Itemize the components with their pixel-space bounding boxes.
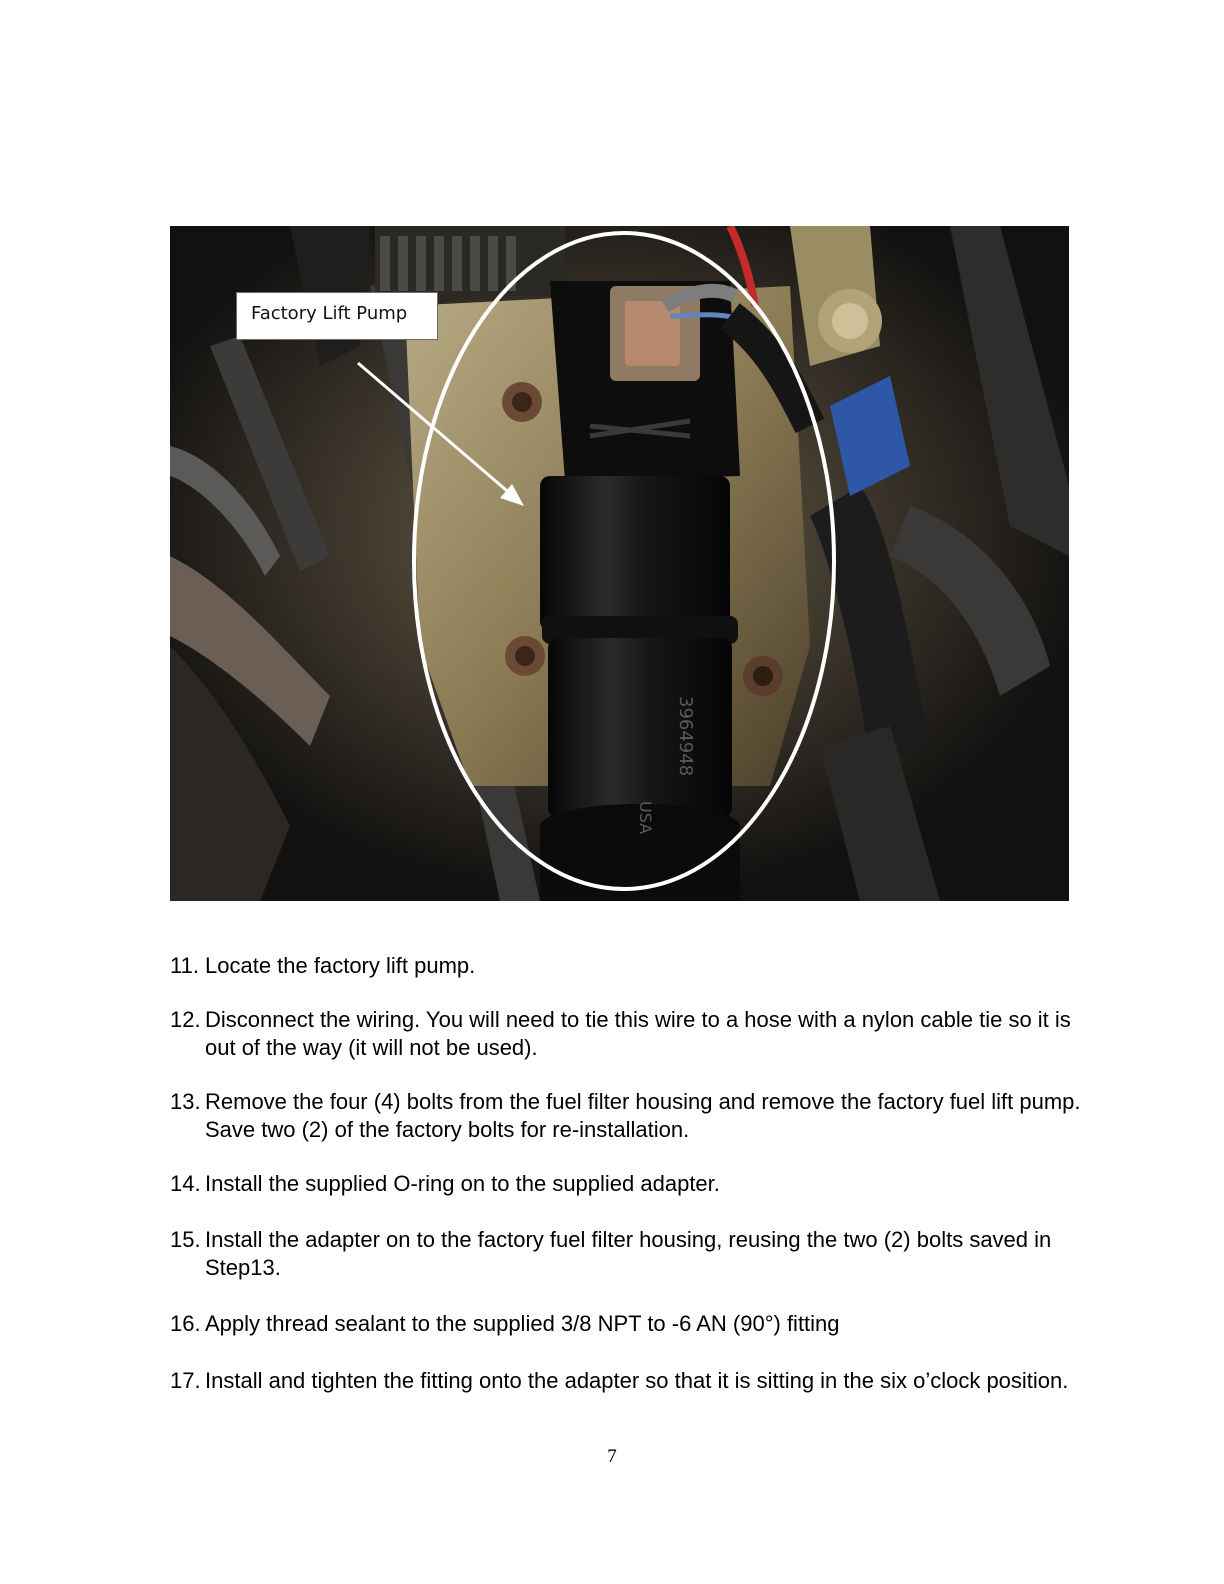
step-16 xyxy=(170,1310,1090,1338)
pump-part-number-marking: 3964948 xyxy=(675,696,696,777)
step-text: Install the adapter on to the factory fuel filter housing, reusing the two (2) bolts saved in Step13. xyxy=(205,1227,1052,1280)
engine-bay-photo xyxy=(170,226,1069,901)
callout-label: Factory Lift Pump xyxy=(236,292,438,340)
step-text: Install and tighten the fitting onto the adapter so that it is sitting in the six o’clock position. xyxy=(205,1368,1069,1393)
step-number: 17. xyxy=(170,1368,201,1393)
step-number: 12. xyxy=(170,1007,201,1032)
step-text: Apply thread sealant to the supplied 3/8 NPT to -6 AN (90°) fitting xyxy=(205,1311,840,1336)
step-text: Remove the four (4) bolts from the fuel filter housing and remove the factory fuel lift pump. Save two (2) of the factory bolts for re-installation. xyxy=(205,1089,1081,1142)
pump-origin-marking: USA xyxy=(636,801,655,835)
step-text: Locate the factory lift pump. xyxy=(205,953,476,978)
page-number: 7 xyxy=(607,1446,617,1467)
step-text: Disconnect the wiring. You will need to tie this wire to a hose with a nylon cable tie so it is out of the way (it will not be used). xyxy=(205,1007,1071,1060)
step-number: 15. xyxy=(170,1227,201,1252)
step-11 xyxy=(170,952,1090,980)
step-number: 14. xyxy=(170,1171,201,1196)
step-number: 13. xyxy=(170,1089,201,1114)
step-17 xyxy=(170,1367,1090,1395)
step-text: Install the supplied O-ring on to the supplied adapter. xyxy=(205,1171,720,1196)
step-12 xyxy=(170,1006,1090,1062)
step-number: 16. xyxy=(170,1311,201,1336)
step-15 xyxy=(170,1226,1090,1282)
step-number: 11. xyxy=(170,953,199,978)
instruction-steps xyxy=(170,952,1090,1395)
step-13 xyxy=(170,1088,1090,1144)
step-14 xyxy=(170,1170,1090,1198)
